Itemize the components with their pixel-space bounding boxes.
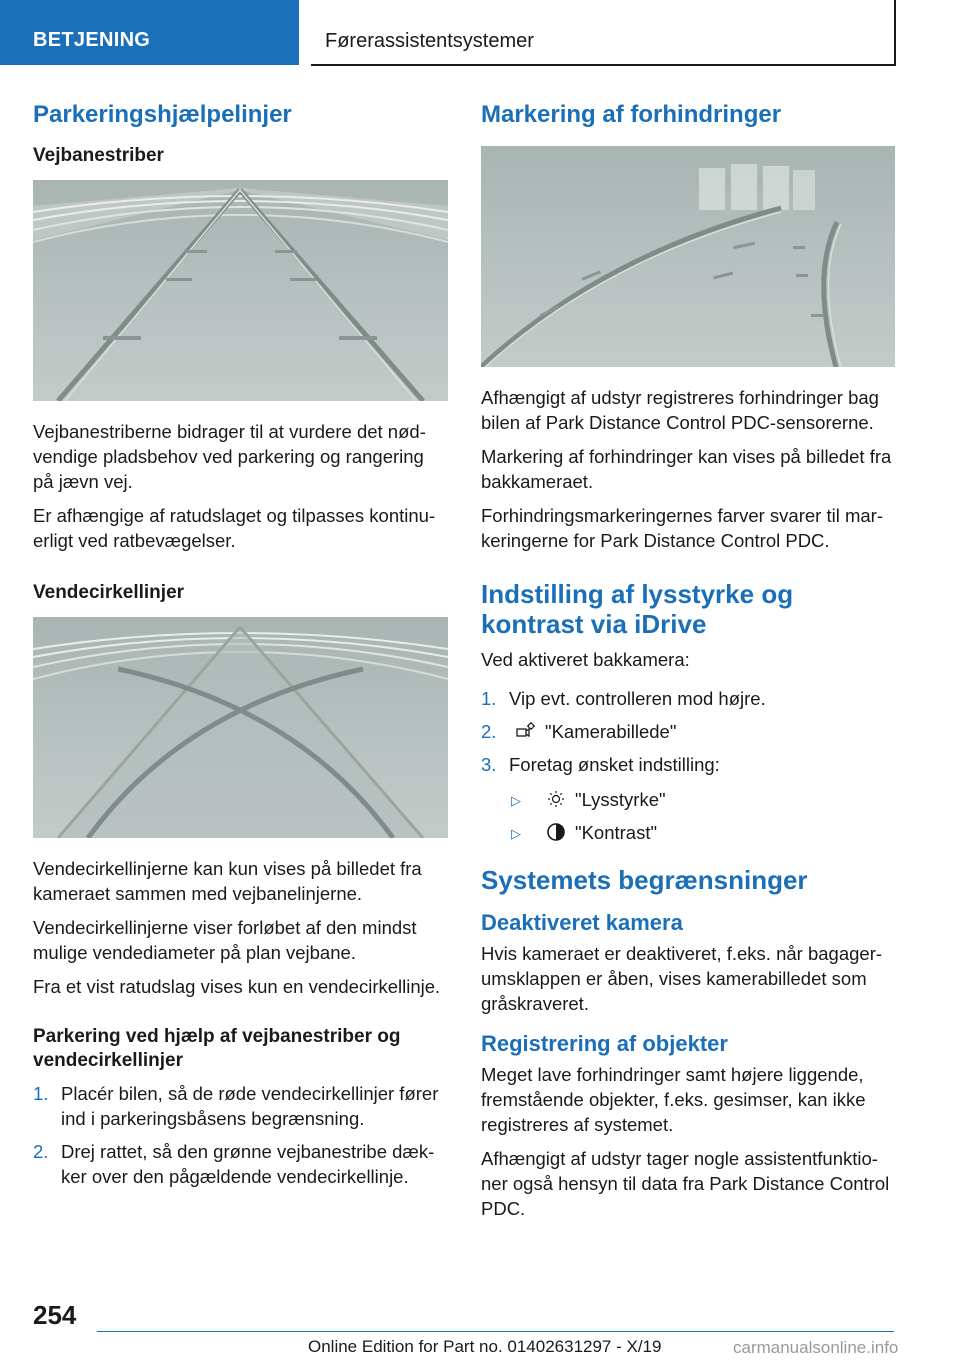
header-section-tab — [0, 0, 299, 65]
right-column — [481, 100, 895, 1230]
paragraph: Meget lave forhindringer samt højere liggende, fremstående objekter, f.eks. gesimser, kan ikke registreres af systemet. — [481, 1064, 866, 1135]
obstacle-marking-camera-image — [481, 146, 895, 367]
subheading-parking-procedure: Parkering ved hjælp af vejbanestriber og vendecirkellinjer — [33, 1026, 401, 1071]
paragraph: Afhængigt af udstyr registreres forhindringer bag bilen af Park Distance Control PDC-sensorerne. — [481, 387, 879, 433]
section-title-parking-lines: Parkeringshjælpelinjer — [33, 101, 292, 128]
footer-divider — [97, 1331, 894, 1332]
list-item: 3. Foretag ønsket indstilling: — [481, 754, 720, 775]
settings-steps-list — [481, 686, 895, 777]
watermark: carmanualsonline.info — [733, 1338, 899, 1357]
list-item: 2. "Kamerabillede" — [481, 721, 677, 742]
header-chapter-box — [311, 0, 896, 66]
header-section-label: BETJENING — [33, 29, 151, 51]
turning-circle-camera-image — [33, 617, 448, 838]
paragraph: Vendecirkellinjerne kan kun vises på billedet fra kameraet sammen med vejbanelinjerne. — [33, 858, 422, 904]
paragraph: Hvis kameraet er deaktiveret, f.eks. når bagagerumsklappen er åben, vises kamerabilledet som gråskraveret. — [481, 943, 883, 1014]
subheading-camera-deactivated: Deaktiveret kamera — [481, 910, 683, 935]
lane-lines-camera-image — [33, 180, 448, 401]
left-column — [33, 100, 448, 1199]
section-title-system-limits: Systemets begrænsninger — [481, 865, 808, 895]
subheading-lane-lines: Vejbanestriber — [33, 145, 164, 166]
paragraph: Vejbanestriberne bidrager til at vurdere det nødvendige pladsbehov ved parkering og rangering på jævn vej. — [33, 421, 426, 492]
list-item: ▷ "Lysstyrke" — [509, 787, 895, 812]
list-item: ▷ "Kontrast" — [509, 820, 895, 845]
header-chapter-label: Førerassistentsystemer — [325, 30, 534, 52]
brightness-icon — [545, 789, 567, 809]
contrast-icon — [545, 822, 567, 842]
list-item: 1. Placér bilen, så de røde vendecirkellinjer fører ind i parkeringsbåsens begrænsning. — [33, 1083, 439, 1129]
paragraph: Fra et vist ratudslag vises kun en vendecirkellinje. — [33, 976, 441, 997]
page-number: 254 — [33, 1300, 77, 1330]
paragraph: Vendecirkellinjerne viser forløbet af den mindst mulige vendediameter på plan vejbane. — [33, 917, 417, 963]
paragraph: Markering af forhindringer kan vises på billedet fra bakkameraet. — [481, 446, 892, 492]
triangle-bullet-icon: ▷ — [511, 826, 521, 841]
section-title-obstacle-marking: Markering af forhindringer — [481, 101, 782, 128]
footer-edition: Online Edition for Part no. 01402631297 - X/19 — [308, 1337, 662, 1356]
paragraph: Afhængigt af udstyr tager nogle assistentfunktioner også hensyn til data fra Park Distance Control PDC. — [481, 1148, 890, 1219]
list-item: 1. Vip evt. controlleren mod højre. — [481, 688, 766, 709]
subheading-turning-circle-lines: Vendecirkellinjer — [33, 582, 185, 603]
list-item: 2. Drej rattet, så den grønne vejbanestribe dækker over den pågældende vendecirkellinje. — [33, 1141, 435, 1187]
settings-options-list — [509, 787, 895, 845]
camera-settings-icon — [515, 721, 537, 741]
parking-steps-list — [33, 1081, 448, 1189]
paragraph: Forhindringsmarkeringernes farver svarer til markeringerne for Park Distance Control PDC. — [481, 505, 883, 551]
section-title-brightness-contrast: Indstilling af lysstyrke og kontrast via iDrive — [481, 579, 794, 639]
subheading-object-detection: Registrering af objekter — [481, 1031, 728, 1056]
paragraph: Ved aktiveret bakkamera: — [481, 649, 690, 670]
paragraph: Er afhængige af ratudslaget og tilpasses kontinuerligt ved ratbevægelser. — [33, 505, 436, 551]
triangle-bullet-icon: ▷ — [511, 793, 521, 808]
